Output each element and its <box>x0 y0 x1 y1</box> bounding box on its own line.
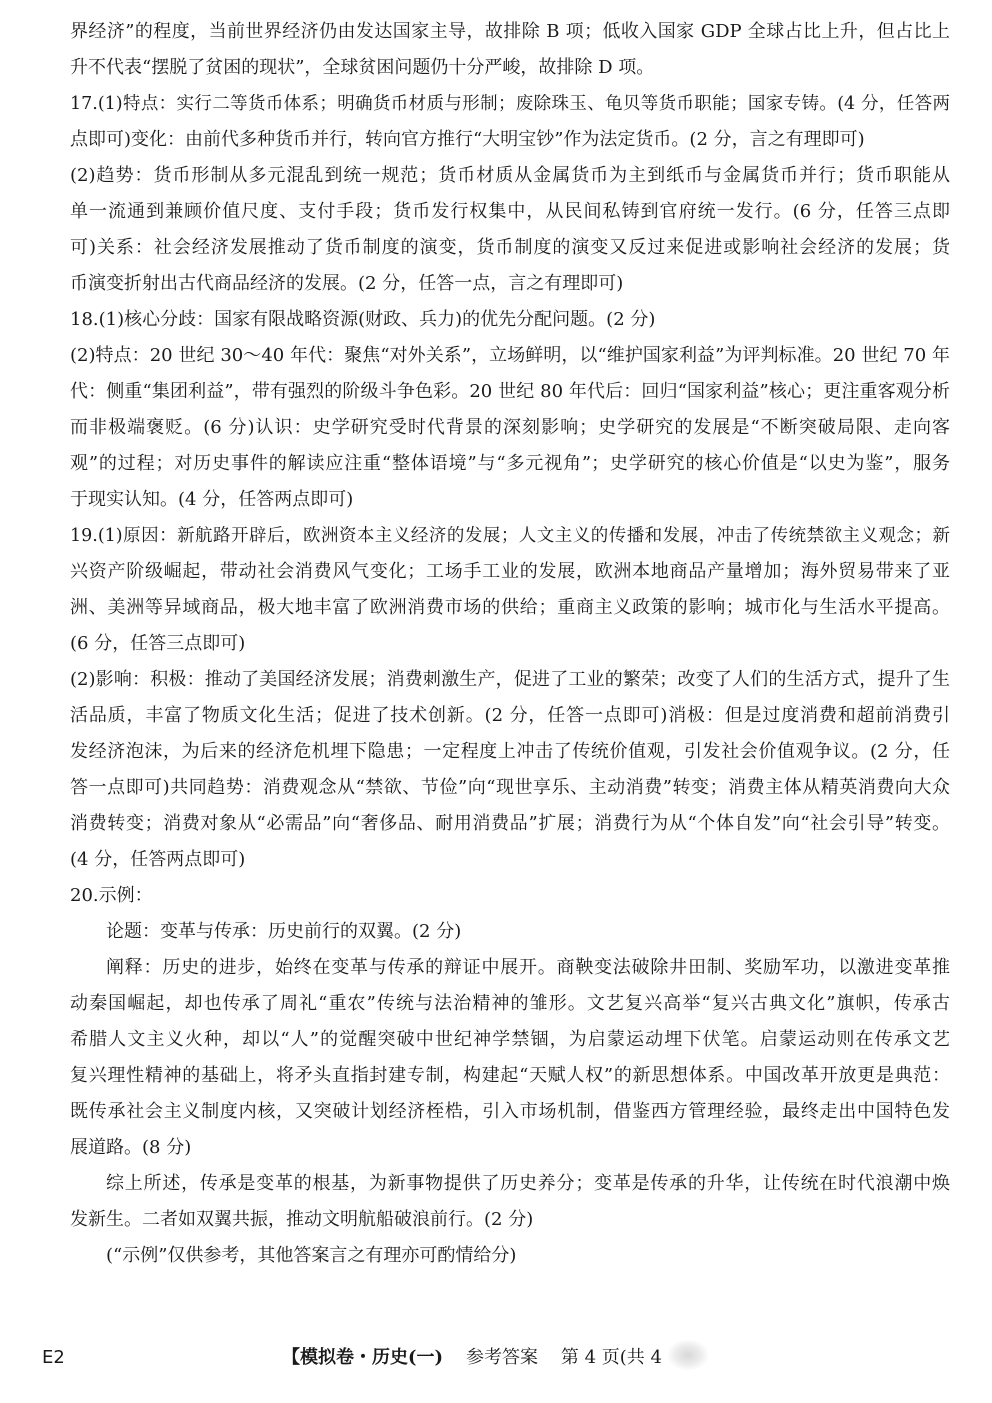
text-line: 消费转变；消费对象从“必需品”向“奢侈品、耐用消费品”扩展；消费行为从“个体自发”向“社会引导”转变。 <box>70 813 950 834</box>
text-line: 兴资产阶级崛起，带动社会消费风气变化；工场手工业的发展，欧洲本地商品产量增加；海外贸易带来了亚 <box>70 561 950 582</box>
footer-title: 【模拟卷・历史(一) <box>282 1347 444 1368</box>
text-line: 点即可)变化：由前代多种货币并行，转向官方推行“大明宝钞”作为法定货币。(2 分，言之有理即可) <box>70 129 865 150</box>
q18-part1-line: 18.(1)核心分歧：国家有限战略资源(财政、兵力)的优先分配问题。(2 分) <box>70 309 656 330</box>
q17-part1-line: 17.(1)特点：实行二等货币体系；明确货币材质与形制；废除珠玉、龟贝等货币职能；国家专铸。(4 分，任答两 <box>70 94 950 114</box>
text-line: 币演变折射出古代商品经济的发展。(2 分，任答一点，言之有理即可) <box>70 273 624 294</box>
footer-subtitle: 参考答案 <box>465 1347 538 1368</box>
q20-conclusion-line: 综上所述，传承是变革的根基，为新事物提供了历史养分；变革是传承的升华，让传统在时代浪潮中焕 <box>106 1173 950 1194</box>
scan-smudge <box>668 1340 708 1370</box>
footer-spacer <box>544 1347 555 1368</box>
text-line: 升不代表“摆脱了贫困的现状”，全球贫困问题仍十分严峻，故排除 D 项。 <box>70 57 655 78</box>
text-line: 既传承社会主义制度内核，又突破计划经济桎梏，引入市场机制，借鉴西方管理经验，最终走出中国特色发 <box>70 1101 950 1122</box>
text-line: 答一点即可)共同趋势：消费观念从“禁欲、节俭”向“现世享乐、主动消费”转变；消费主体从精英消费向大众 <box>70 777 950 798</box>
text-line: 界经济”的程度，当前世界经济仍由发达国家主导，故排除 B 项；低收入国家 GDP 全球占比上升，但占比上 <box>70 21 950 42</box>
text-line: 活品质，丰富了物质文化生活；促进了技术创新。(2 分，任答一点即可)消极：但是过度消费和超前消费引 <box>70 705 950 726</box>
text-line: 而非极端褒贬。(6 分)认识：史学研究受时代背景的深刻影响；史学研究的发展是“不断突破局限、走向客 <box>70 417 950 438</box>
q20-heading: 20.示例： <box>70 885 153 906</box>
text-line: 单一流通到兼顾价值尺度、支付手段；货币发行权集中，从民间私铸到官府统一发行。(6 分，任答三点即 <box>70 201 950 222</box>
text-line: (6 分，任答三点即可) <box>70 633 246 654</box>
text-line: (4 分，任答两点即可) <box>70 849 246 870</box>
q19-part1-line: 19.(1)原因：新航路开辟后，欧洲资本主义经济的发展；人文主义的传播和发展，冲击了传统禁欲主义观念；新 <box>70 526 950 546</box>
text-line: 动秦国崛起，却也传承了周礼“重农”传统与法治精神的雏形。文艺复兴高举“复兴古典文化”旗帜，传承古 <box>70 993 950 1014</box>
answer-content <box>70 14 950 1274</box>
q20-thesis: 论题：变革与传承：历史前行的双翼。(2 分) <box>106 921 462 942</box>
footer-code: E2 <box>42 1347 65 1368</box>
text-line: 可)关系：社会经济发展推动了货币制度的演变，货币制度的演变又反过来促进或影响社会经济的发展；货 <box>70 237 950 258</box>
text-line: 展道路。(8 分) <box>70 1137 192 1158</box>
footer-title-group <box>282 1340 662 1376</box>
q20-note: (“示例”仅供参考，其他答案言之有理亦可酌情给分) <box>106 1245 517 1266</box>
text-line: 希腊人文主义火种，却以“人”的觉醒突破中世纪神学禁锢，为启蒙运动埋下伏笔。启蒙运动则在传承文艺 <box>70 1029 950 1050</box>
footer-spacer <box>449 1347 460 1368</box>
q20-explanation-line: 阐释：历史的进步，始终在变革与传承的辩证中展开。商鞅变法破除井田制、奖励军功，以激进变革推 <box>106 957 950 978</box>
text-line: 于现实认知。(4 分，任答两点即可) <box>70 489 354 510</box>
text-line: 观”的过程；对历史事件的解读应注重“整体语境”与“多元视角”；史学研究的核心价值是“以史为鉴”，服务 <box>70 453 950 474</box>
footer-page-number: 第 4 页(共 4 <box>560 1347 662 1368</box>
text-line: 洲、美洲等异域商品，极大地丰富了欧洲消费市场的供给；重商主义政策的影响；城市化与生活水平提高。 <box>70 597 950 618</box>
q17-part2-line: (2)趋势：货币形制从多元混乱到统一规范；货币材质从金属货币为主到纸币与金属货币并行；货币职能从 <box>70 165 950 186</box>
text-line: 发经济泡沫，为后来的经济危机埋下隐患；一定程度上冲击了传统价值观，引发社会价值观争议。(2 分，任 <box>70 741 950 762</box>
page-footer <box>0 1340 992 1380</box>
text-line: 发新生。二者如双翼共振，推动文明航船破浪前行。(2 分) <box>70 1209 534 1230</box>
text-line: 代：侧重“集团利益”，带有强烈的阶级斗争色彩。20 世纪 80 年代后：回归“国家利益”核心；更注重客观分析 <box>70 381 950 402</box>
q18-part2-line: (2)特点：20 世纪 30～40 年代：聚焦“对外关系”，立场鲜明，以“维护国家利益”为评判标准。20 世纪 70 年 <box>70 345 950 366</box>
text-line: 复兴理性精神的基础上，将矛头直指封建专制，构建起“天赋人权”的新思想体系。中国改革开放更是典范： <box>70 1065 950 1086</box>
q19-part2-line: (2)影响：积极：推动了美国经济发展；消费刺激生产，促进了工业的繁荣；改变了人们的生活方式，提升了生 <box>70 669 950 690</box>
